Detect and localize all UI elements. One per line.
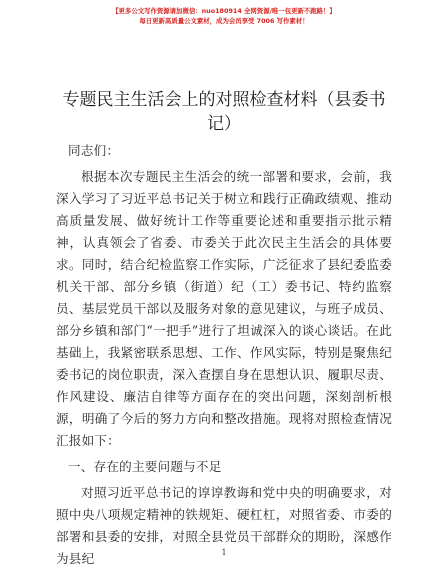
document-title: 专题民主生活会上的对照检查材料（县委书记）: [62, 90, 386, 134]
body-paragraph-1: 根据本次专题民主生活会的统一部署和要求，会前，我深入学习了习近平总书记关于树立和践行正确政绩观、推动高质量发展、做好统计工作等重要论述和重要指示批示精神，认真领会了省委、市委关于此次民主生活会的具体要求。同时，结合纪检监察工作实际，广泛征求了县纪委监委机关干部、部分乡镇（街道）纪（工）委书记、特约监察员、基层党员干部以及服务对象的意见建议，与班子成员、部分乡镇和部门“一把手”进行了坦诚深入的谈心谈话。在此基础上，我紧密联系思想、工作、作风实际，特别是聚焦纪委书记的岗位职责，深入查摆自身在思想认识、履职尽责、作风建设、廉洁自律等方面存在的突出问题，深刻剖析根源，明确了今后的努力方向和整改措施。现将对照检查情况汇报如下：: [56, 169, 392, 448]
body-paragraph-2: 对照习近平总书记的谆谆教诲和党中央的明确要求，对照中央八项规定精神的铁规矩、硬杠杠，对照省委、市委的部署和县委的安排，对照全县党员干部群众的期盼，深感作为县纪: [56, 485, 392, 566]
promo-banner: [0, 6, 448, 26]
promo-banner-line-1: 【更多公文写作资源请加微信：nuo180914 全网资源/唯一包更新不跑路！】: [112, 7, 336, 15]
promo-banner-line-2: 每日更新高质量公文素材，成为会员享受 7006 写作素材！: [139, 17, 309, 25]
page-number: 1: [221, 548, 227, 557]
section-heading: 一、存在的主要问题与不足: [68, 459, 222, 474]
document-body: [56, 140, 392, 574]
salutation: 同志们：: [68, 143, 120, 158]
